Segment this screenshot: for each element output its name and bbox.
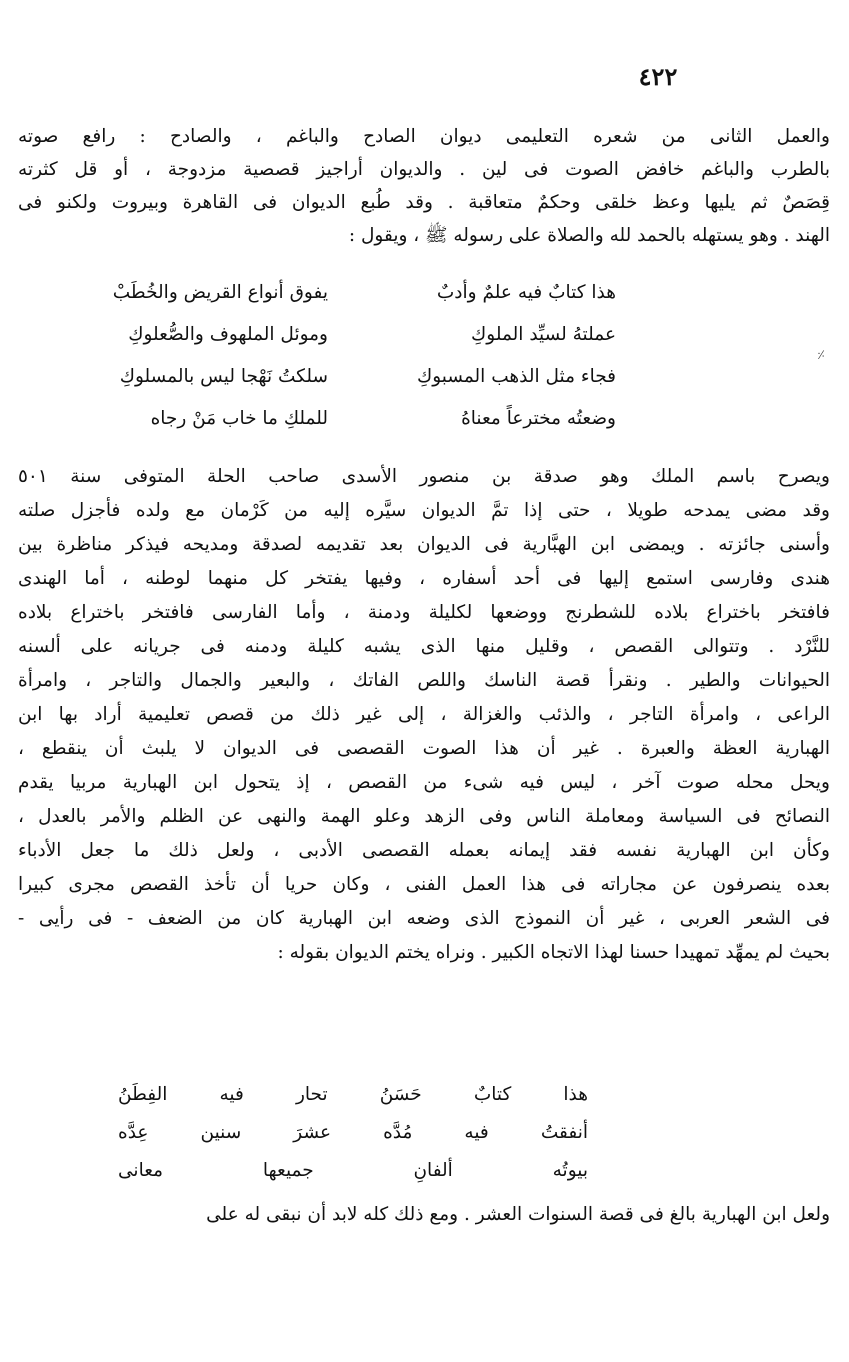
paragraph-main	[18, 460, 830, 970]
verse-first-hemistich: وضعتُه مخترعاً معناهُ	[461, 408, 616, 429]
paragraph-line: الهند . وهو يستهله بالحمد لله والصلاة على رسوله ﷺ ، ويقول :	[348, 225, 830, 246]
page-number: ٤٢٢	[638, 62, 678, 91]
paragraph-line: فى الشعر العربى ، غير أن النموذج الذى وضعه ابن الهبارية كان من الضعف - فى رأيى -	[18, 908, 830, 929]
paragraph-line: فافتخر باختراع بلاده للشطرنج ووضعها لكليلة ودمنة ، وأما الفارسى فافتخر باختراع بلاده	[18, 602, 830, 623]
poem-verse	[78, 314, 616, 356]
paragraph-line: هندى وفارسى استمع إليها فى أحد أسفاره ، وفيها يفتخر كل منهما لوطنه ، أما الهندى	[18, 568, 830, 589]
poem-verse	[118, 1076, 588, 1114]
poem-verse	[118, 1152, 588, 1190]
paragraph-line: بحيث لم يمهِّد تمهيدا حسنا لهذا الاتجاه الكبير . ونراه يختم الديوان بقوله :	[277, 942, 830, 963]
paragraph-line: ولعل ابن الهبارية بالغ فى قصة السنوات العشر . ومع ذلك كله لابد أن نبقى له على	[206, 1204, 830, 1225]
poem-verse	[78, 272, 616, 314]
paragraph-line: الراعى ، وامرأة التاجر ، والذئب والغزالة ، إلى غير ذلك من قصص تعليمية أراد بها ابن	[18, 704, 830, 725]
paragraph-line: وكأن ابن الهبارية نفسه فقد إيمانه بعمله القصصى الأدبى ، ولعل ذلك ما جعل الأدباء	[18, 840, 830, 861]
paragraph-line: الحيوانات والطير . ونقرأ قصة الناسك واللص الفاتك ، والبعير والجمال والتاجر ، وامرأة	[18, 670, 830, 691]
poem-closing-verses	[118, 1076, 588, 1190]
paragraph-line: النصائح فى السياسة ومعاملة الناس وفى الزهد وعلو الهمة والنهى عن الظلم والأمر بالعدل ،	[18, 806, 830, 827]
paragraph-closing	[18, 1198, 830, 1231]
verse-second-hemistich: للملكِ ما خاب مَنْ رجاه	[150, 408, 328, 429]
verse-line: أنفقتُ فيه مُدَّه عشرَ سنين عِدَّه	[118, 1122, 588, 1143]
poem-verse	[78, 356, 616, 398]
paragraph-line: بالطرب والباغم خافض الصوت فى لين . والديوان أراجيز قصصية مزدوجة ، أو قل كثرته	[18, 159, 830, 180]
paragraph-line: والعمل الثانى من شعره التعليمى ديوان الصادح والباغم ، والصادح : رافع صوته	[18, 126, 830, 147]
margin-ink-mark: ⸓	[817, 348, 825, 362]
paragraph-line: وأسنى جائزته . ويمضى ابن الهبَّارية فى الديوان بعد تقديمه لصدقة ومديحه فيذكر مناظرة بين	[18, 534, 830, 555]
verse-line: هذا كتابٌ حَسَنُ تحار فيه الفِطَنُ	[118, 1084, 588, 1105]
poem-verse	[78, 398, 616, 440]
paragraph-line: وقد مضى يمدحه طويلا ، حتى إذا تمَّ الديوان سيَّره إليه من كَرْمان مع ولده فأجزل صلته	[18, 500, 830, 521]
verse-second-hemistich: وموئل الملهوف والصُّعلوكِ	[128, 324, 328, 345]
verse-line: بيوتُه ألفانِ جميعها معانى	[118, 1160, 588, 1181]
paragraph-intro	[18, 120, 830, 252]
verse-second-hemistich: يفوق أنواع القريض والخُطَبْ	[112, 282, 328, 303]
verse-first-hemistich: فجاء مثل الذهب المسبوكِ	[416, 366, 616, 387]
poem-opening-verses	[78, 272, 616, 440]
verse-first-hemistich: عملتهُ لسيِّد الملوكِ	[471, 324, 616, 345]
paragraph-line: للنَّرْد . وتتوالى القصص ، وقليل منها الذى يشبه كليلة ودمنه فى جريانه على ألسنه	[18, 636, 830, 657]
verse-first-hemistich: هذا كتابٌ فيه علمٌ وأدبٌ	[436, 282, 616, 303]
poem-verse	[118, 1114, 588, 1152]
verse-second-hemistich: سلكتُ نَهْجا ليس بالمسلوكِ	[119, 366, 328, 387]
paragraph-line: ويحل محله صوت آخر ، ليس فيه شىء من القصص ، إذ يتحول ابن الهبارية مربيا يقدم	[18, 772, 830, 793]
paragraph-line: بعده ينصرفون عن مجاراته فى هذا العمل الفنى ، وكان حريا أن تأخذ القصص مجرى كبيرا	[18, 874, 830, 895]
paragraph-line: الهبارية العظة والعبرة . غير أن هذا الصوت القصصى فى الديوان لا يلبث أن ينقطع ،	[18, 738, 830, 759]
paragraph-line: قِصَصٌ ثم يليها وعظ خلقى وحكمٌ متعاقبة . وقد طُبع الديوان فى القاهرة وبيروت ولكنو فى	[18, 192, 830, 213]
paragraph-line: ويصرح باسم الملك وهو صدقة بن منصور الأسدى صاحب الحلة المتوفى سنة ٥٠١	[18, 466, 830, 487]
